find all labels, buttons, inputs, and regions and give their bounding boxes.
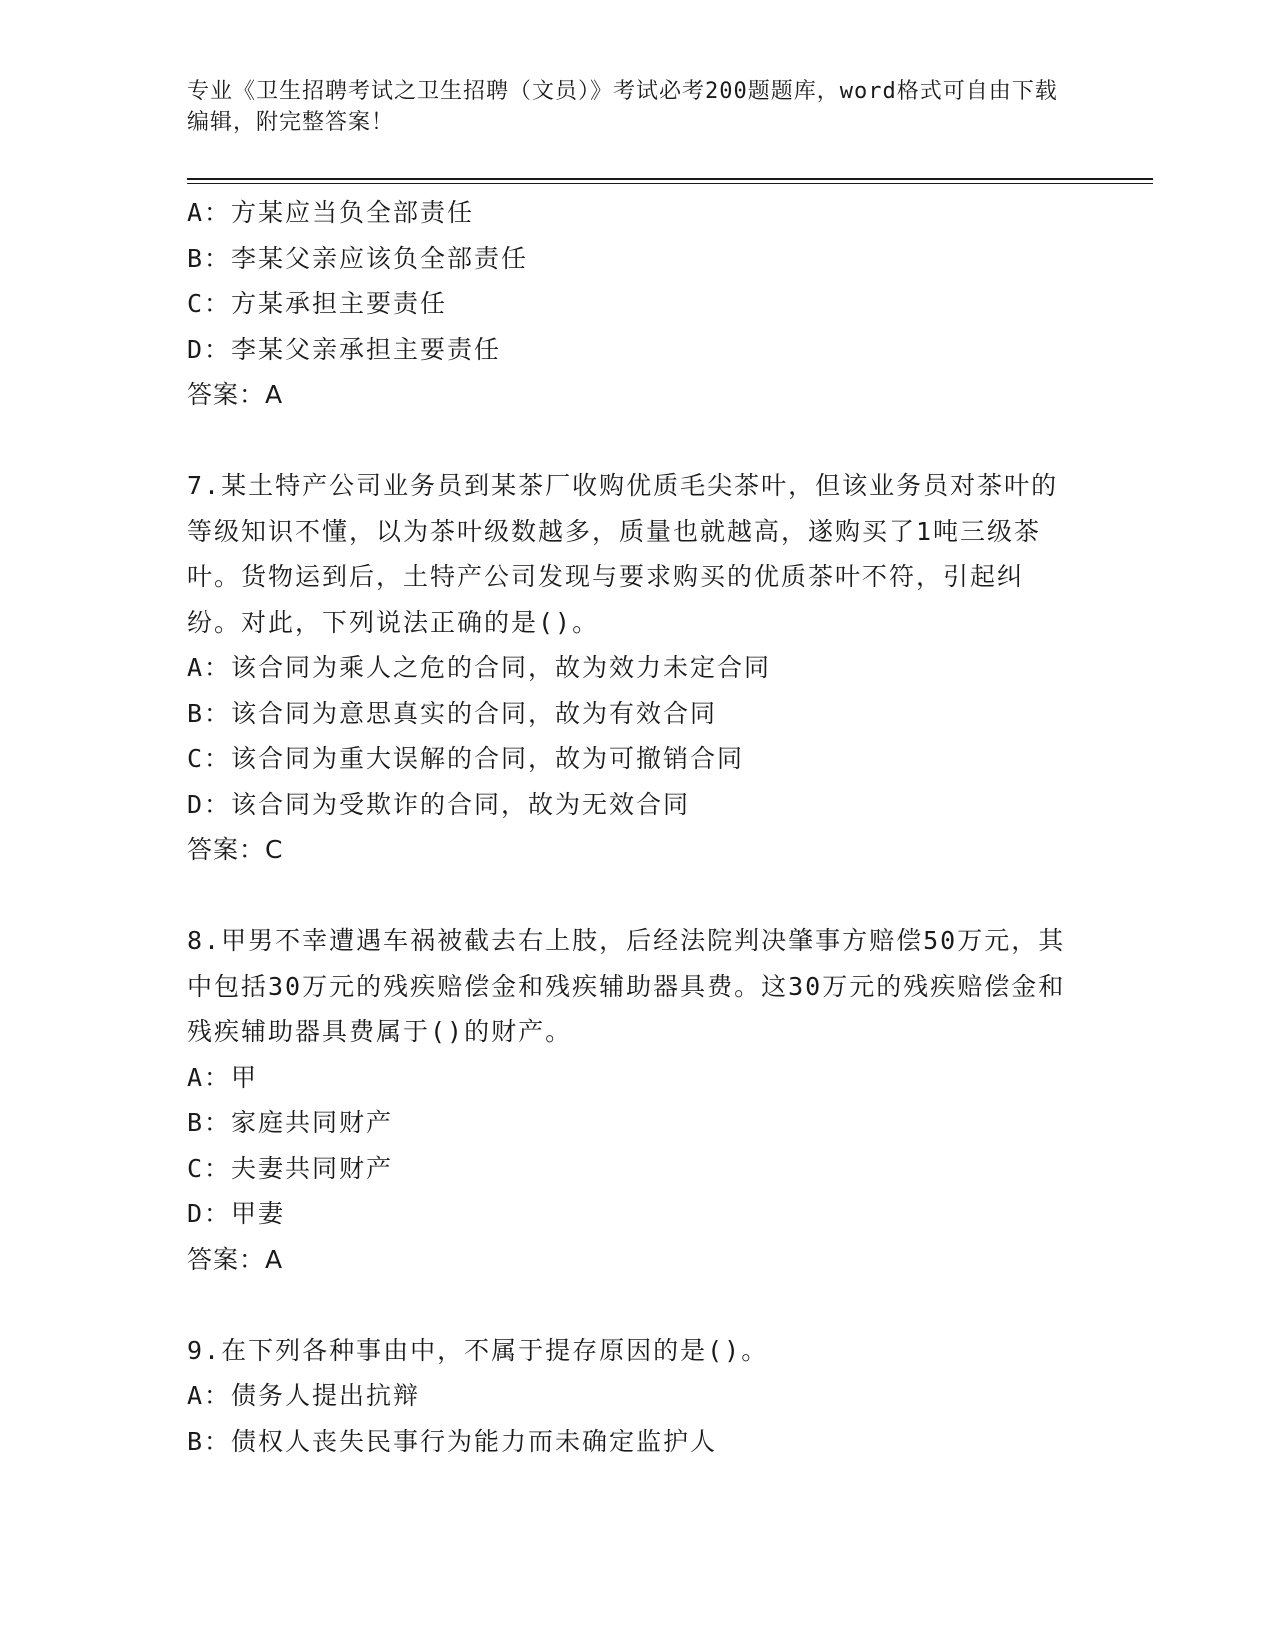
option-d: D：该合同为受欺诈的合同，故为无效合同 — [187, 789, 691, 819]
spacer — [187, 873, 1077, 919]
answer-line: 答案：C — [187, 835, 284, 864]
spacer — [187, 1282, 1077, 1328]
header-rule-thin — [187, 183, 1153, 184]
question-partial — [187, 190, 1077, 418]
question-8 — [187, 918, 1077, 1282]
option-c: C：夫妻共同财产 — [187, 1153, 394, 1183]
answer-line: 答案：A — [187, 1244, 284, 1274]
option-b: B：债权人丧失民事行为能力而未确定监护人 — [187, 1426, 718, 1456]
option-d: D：甲妻 — [187, 1199, 286, 1228]
option-a: A：甲 — [187, 1062, 259, 1092]
question-7 — [187, 463, 1077, 873]
question-list — [187, 190, 1077, 1464]
option-b: B：该合同为意思真实的合同，故为有效合同 — [187, 698, 718, 728]
question-stem: 7.某土特产公司业务员到某茶厂收购优质毛尖茶叶，但该业务员对茶叶的等级知识不懂，以为茶叶级数越多，质量也就越高，遂购买了1吨三级茶叶。货物运到后，土特产公司发现与要求购买的优质茶叶不符，引起纠纷。对此，下列说法正确的是()。 — [187, 471, 1059, 637]
header-rule-thick — [187, 178, 1153, 180]
question-stem: 9.在下列各种事由中，不属于提存原因的是()。 — [187, 1335, 769, 1365]
option-b: B：李某父亲应该负全部责任 — [187, 243, 529, 273]
document-header: 专业《卫生招聘考试之卫生招聘（文员）》考试必考200题题库，word格式可自由下载编辑，附完整答案！ — [187, 79, 1058, 135]
question-stem: 8.甲男不幸遭遇车祸被截去右上肢，后经法院判决肇事方赔偿50万元，其中包括30万元的残疾赔偿金和残疾辅助器具费。这30万元的残疾赔偿金和残疾辅助器具费属于()的财产。 — [187, 926, 1066, 1046]
option-a: A：该合同为乘人之危的合同，故为效力未定合同 — [187, 653, 772, 682]
question-9 — [187, 1328, 1077, 1465]
spacer — [187, 418, 1077, 464]
option-d: D：李某父亲承担主要责任 — [187, 334, 502, 364]
option-b: B：家庭共同财产 — [187, 1108, 394, 1137]
answer-line: 答案：A — [187, 380, 284, 409]
option-c: C：该合同为重大误解的合同，故为可撤销合同 — [187, 744, 745, 773]
option-c: C：方某承担主要责任 — [187, 289, 448, 318]
option-a: A：方某应当负全部责任 — [187, 198, 475, 227]
option-a: A：债务人提出抗辩 — [187, 1381, 421, 1410]
